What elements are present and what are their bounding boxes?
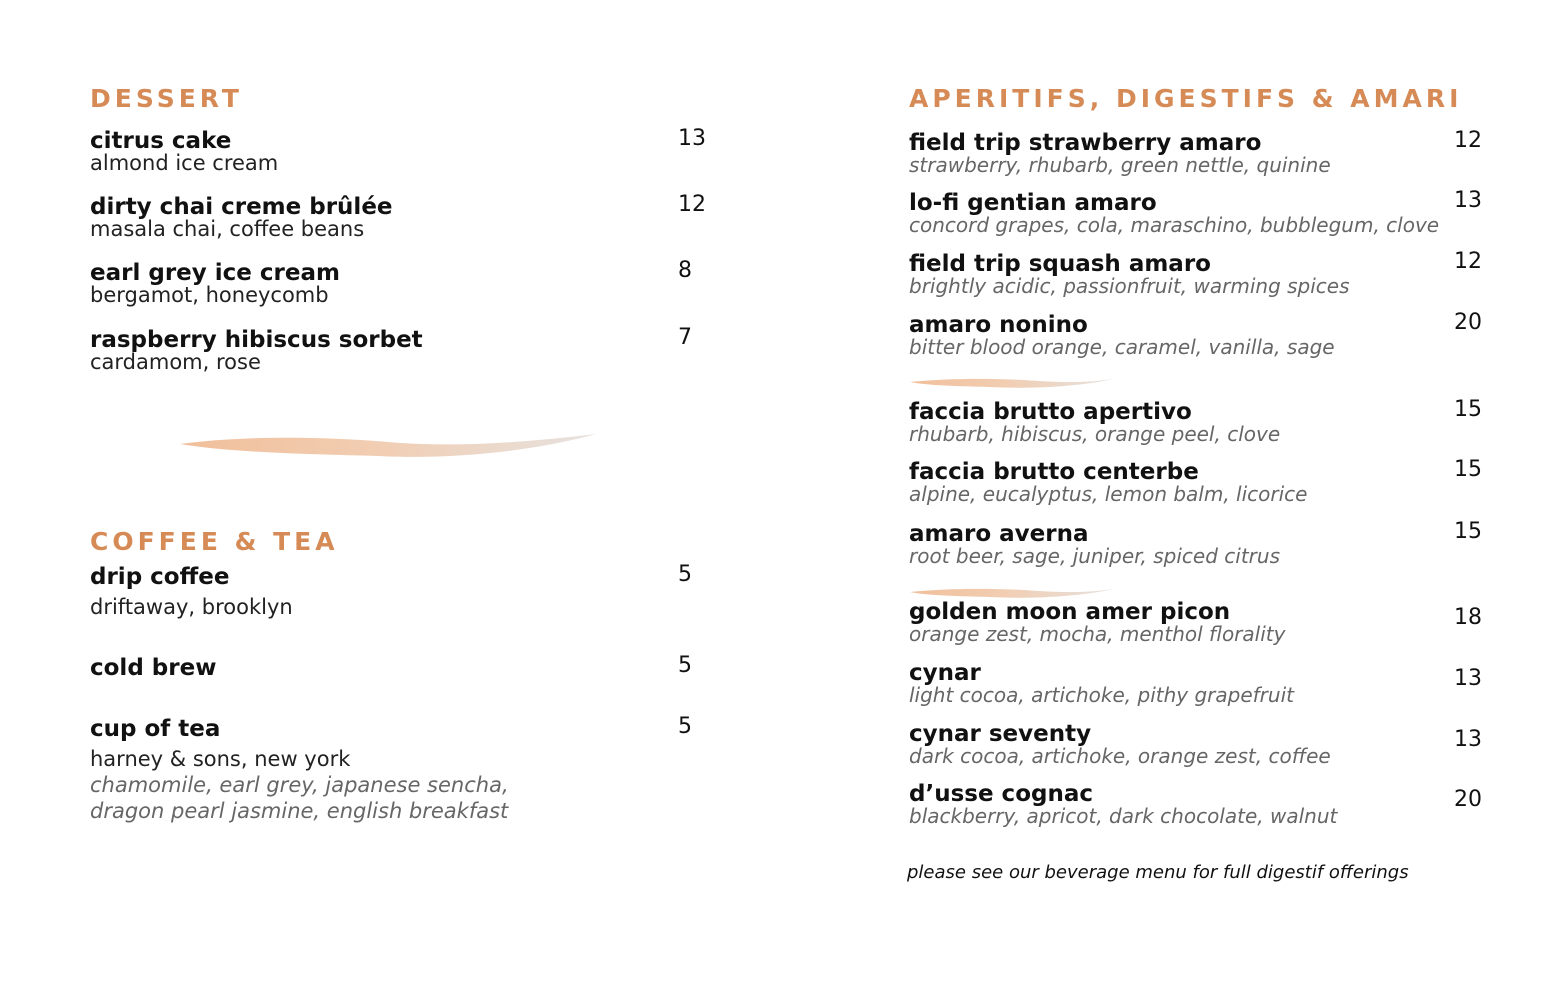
brush-stroke-divider: [178, 430, 598, 464]
tea-varieties-line: dragon pearl jasmine, english breakfast: [90, 799, 509, 823]
item-description: orange zest, mocha, menthol florality: [909, 622, 1286, 646]
item-price: 13: [1454, 188, 1482, 213]
menu-item: [90, 325, 710, 374]
item-name: faccia brutto centerbe: [909, 459, 1199, 485]
brush-stroke-divider: [909, 375, 1114, 391]
menu-item: [90, 653, 710, 681]
menu-item: [90, 192, 710, 241]
item-description: blackberry, apricot, dark chocolate, walnut: [909, 804, 1338, 828]
menu-item: [909, 519, 1509, 568]
item-description: cardamom, rose: [90, 350, 261, 374]
item-price: 18: [1454, 605, 1482, 630]
menu-item: [90, 714, 710, 824]
item-price: 8: [678, 258, 692, 283]
dessert-heading: DESSERT: [90, 84, 243, 113]
menu-item: [909, 128, 1509, 177]
item-price: 5: [678, 562, 692, 587]
item-description: driftaway, brooklyn: [90, 595, 293, 619]
menu-item: [909, 310, 1509, 359]
item-description: masala chai, coffee beans: [90, 217, 365, 241]
menu-item: [909, 188, 1509, 237]
item-name: dirty chai creme brûlée: [90, 194, 393, 220]
item-description: alpine, eucalyptus, lemon balm, licorice: [909, 482, 1308, 506]
item-price: 15: [1454, 457, 1482, 482]
item-description: light cocoa, artichoke, pithy grapefruit: [909, 683, 1294, 707]
item-price: 12: [1454, 128, 1482, 153]
item-price: 15: [1454, 397, 1482, 422]
menu-item: [909, 723, 1509, 767]
item-description: rhubarb, hibiscus, orange peel, clove: [909, 422, 1281, 446]
coffee-tea-heading: COFFEE & TEA: [90, 527, 339, 556]
item-description: dark cocoa, artichoke, orange zest, coffee: [909, 744, 1331, 768]
tea-varieties-line: chamomile, earl grey, japanese sencha,: [90, 773, 509, 797]
item-description: brightly acidic, passionfruit, warming spices: [909, 274, 1350, 298]
item-name: amaro averna: [909, 521, 1089, 547]
item-name: faccia brutto apertivo: [909, 399, 1192, 425]
item-description: root beer, sage, juniper, spiced citrus: [909, 544, 1280, 568]
item-name: field trip strawberry amaro: [909, 130, 1262, 156]
item-price: 7: [678, 325, 692, 350]
menu-item: [909, 601, 1509, 645]
item-price: 20: [1454, 787, 1482, 812]
menu-item: [909, 457, 1509, 506]
item-name: field trip squash amaro: [909, 251, 1211, 277]
menu-item: [909, 397, 1509, 446]
item-price: 13: [678, 126, 706, 151]
item-name: cold brew: [90, 655, 217, 681]
item-name: cynar seventy: [909, 721, 1092, 747]
item-price: 5: [678, 714, 692, 739]
item-description: almond ice cream: [90, 151, 279, 175]
item-description: bergamot, honeycomb: [90, 283, 329, 307]
item-price: 12: [678, 192, 706, 217]
aperitifs-heading: APERITIFS, DIGESTIFS & AMARI: [909, 84, 1463, 113]
item-name: cup of tea: [90, 716, 221, 742]
item-name: raspberry hibiscus sorbet: [90, 327, 423, 353]
item-name: d’usse cognac: [909, 781, 1093, 807]
beverage-menu-footnote: please see our beverage menu for full digestif offerings: [907, 862, 1409, 883]
item-price: 13: [1454, 727, 1482, 752]
item-price: 20: [1454, 310, 1482, 335]
item-price: 15: [1454, 519, 1482, 544]
menu-item: [909, 662, 1509, 706]
menu-item: [90, 126, 710, 175]
item-name: citrus cake: [90, 128, 232, 154]
item-price: 5: [678, 653, 692, 678]
item-price: 13: [1454, 666, 1482, 691]
item-name: drip coffee: [90, 564, 230, 590]
item-description: concord grapes, cola, maraschino, bubblegum, clove: [909, 213, 1440, 237]
item-description: bitter blood orange, caramel, vanilla, sage: [909, 335, 1335, 359]
item-name: golden moon amer picon: [909, 599, 1231, 625]
item-name: lo-fi gentian amaro: [909, 190, 1157, 216]
item-name: cynar: [909, 660, 981, 686]
menu-item: [909, 249, 1509, 298]
menu-item: [909, 783, 1509, 827]
menu-item: [90, 562, 710, 620]
item-name: earl grey ice cream: [90, 260, 340, 286]
item-name: amaro nonino: [909, 312, 1088, 338]
item-description: strawberry, rhubarb, green nettle, quinine: [909, 153, 1331, 177]
menu-item: [90, 258, 710, 307]
item-description: harney & sons, new york: [90, 747, 351, 771]
item-price: 12: [1454, 249, 1482, 274]
